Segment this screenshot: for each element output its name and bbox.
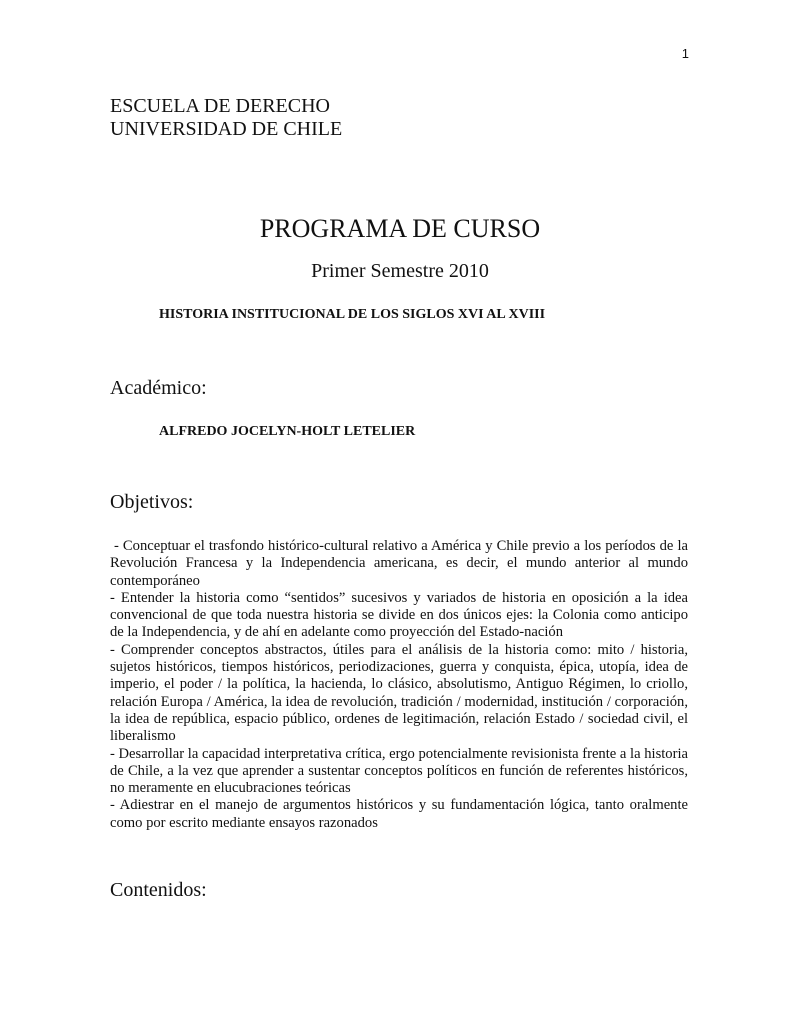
university-name: UNIVERSIDAD DE CHILE bbox=[110, 118, 343, 140]
objective-item: - Desarrollar la capacidad interpretativa crítica, ergo potencialmente revisionista frente a la historia de Chile, a la vez que aprender a sustentar conceptos políticos en función de referentes históricos, no meramente en elucubraciones teóricas bbox=[110, 745, 688, 797]
academic-heading: Académico: bbox=[110, 377, 207, 399]
school-name: ESCUELA DE DERECHO bbox=[110, 95, 330, 117]
professor-name: ALFREDO JOCELYN-HOLT LETELIER bbox=[159, 424, 416, 439]
semester-label: Primer Semestre 2010 bbox=[311, 260, 489, 282]
course-name: HISTORIA INSTITUCIONAL DE LOS SIGLOS XVI AL XVIII bbox=[159, 307, 546, 322]
objective-item: - Entender la historia como “sentidos” sucesivos y variados de historia en oposición a la idea convencional de que toda nuestra historia se divide en dos únicos ejes: la Colonia como anticipo de la Independencia, y de ahí en adelante como proyección del Estado-nación bbox=[110, 589, 688, 641]
objectives-heading: Objetivos: bbox=[110, 491, 194, 513]
institution-header bbox=[110, 95, 342, 141]
objective-item: - Conceptuar el trasfondo histórico-cultural relativo a América y Chile previo a los períodos de la Revolución Francesa y la Independencia americana, es decir, el mundo anterior al mundo contemporáneo bbox=[110, 538, 688, 589]
objectives-list bbox=[110, 538, 688, 832]
contents-heading: Contenidos: bbox=[110, 879, 207, 901]
objective-item: - Adiestrar en el manejo de argumentos históricos y su fundamentación lógica, tanto oralmente como por escrito mediante ensayos razonados bbox=[110, 797, 688, 831]
page-number: 1 bbox=[681, 46, 689, 61]
objective-item: - Comprender conceptos abstractos, útiles para el análisis de la historia como: mito / historia, sujetos históricos, tiempos históricos, periodizaciones, guerra y conquista, épica, utopía, idea de imperio, el poder / la política, la hacienda, lo clásico, absolutismo, Antiguo Régimen, lo criollo, relación Europa / América, la idea de revolución, tradición / modernidad, institución / corporación, la idea de república, espacio público, ordenes de legitimación, relación Estado / sociedad civil, el liberalismo bbox=[110, 641, 688, 745]
program-title: PROGRAMA DE CURSO bbox=[259, 214, 541, 243]
